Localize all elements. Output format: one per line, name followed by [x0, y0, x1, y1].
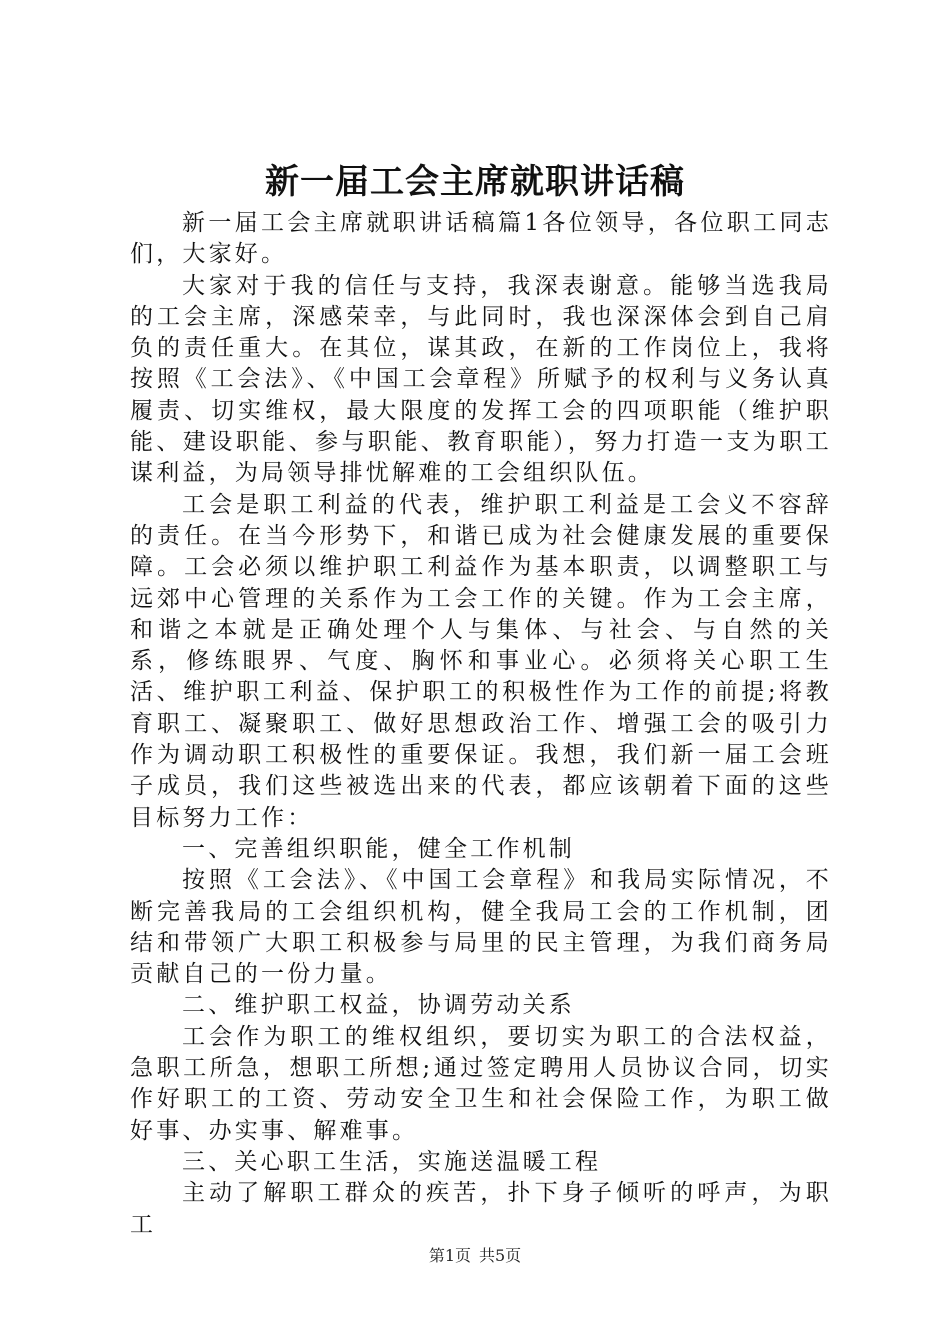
paragraph-union-role: 工会是职工利益的代表，维护职工利益是工会义不容辞的责任。在当今形势下，和谐已成为社会健康发展的重要保障。工会必须以维护职工利益作为基本职责，以调整职工与远郊中心管理的关系作为工会工作的关键。作为工会主席，和谐之本就是正确处理个人与集体、与社会、与自然的关系，修练眼界、气度、胸怀和事业心。必须将关心职工生活、维护职工利益、保护职工的积极性作为工作的前提;将教育职工、凝聚职工、做好思想政治工作、增强工会的吸引力作为调动职工积极性的重要保证。我想，我们新一届工会班子成员，我们这些被选出来的代表，都应该朝着下面的这些目标努力工作： [130, 491, 832, 831]
section-heading-3: 三、关心职工生活，实施送温暖工程 [182, 1148, 602, 1175]
page-footer [0, 1246, 950, 1266]
section-heading-1: 一、完善组织职能，健全工作机制 [182, 835, 575, 862]
document-body [130, 208, 832, 1241]
paragraph-section-2: 工会作为职工的维权组织，要切实为职工的合法权益，急职工所急，想职工所想;通过签定聘用人员协议合同，切实作好职工的工资、劳动安全卫生和社会保险工作，为职工做好事、办实事、解难事。 [130, 1023, 832, 1144]
paragraph-section-3: 主动了解职工群众的疾苦，扑下身子倾听的呼声，为职工 [130, 1180, 832, 1238]
paragraph-thanks: 大家对于我的信任与支持，我深表谢意。能够当选我局的工会主席，深感荣幸，与此同时，我也深深体会到自己肩负的责任重大。在其位，谋其政，在新的工作岗位上，我将按照《工会法》、《中国工会章程》所赋予的权利与义务认真履责、切实维权，最大限度的发挥工会的四项职能（维护职能、建设职能、参与职能、教育职能），努力打造一支为职工谋利益，为局领导排忧解难的工会组织队伍。 [130, 272, 832, 487]
section-heading-2: 二、维护职工权益，协调劳动关系 [182, 992, 575, 1019]
document-title: 新一届工会主席就职讲话稿 [265, 162, 685, 202]
paragraph-greeting: 新一届工会主席就职讲话稿篇1各位领导，各位职工同志们，大家好。 [130, 210, 832, 268]
page-number: 第1页 [428, 1246, 471, 1265]
paragraph-section-1: 按照《工会法》、《中国工会章程》和我局实际情况，不断完善我局的工会组织机构，健全我局工会的工作机制，团结和带领广大职工积极参与局里的民主管理，为我们商务局贡献自己的一份力量。 [130, 867, 832, 988]
page-total: 共5页 [479, 1246, 522, 1265]
